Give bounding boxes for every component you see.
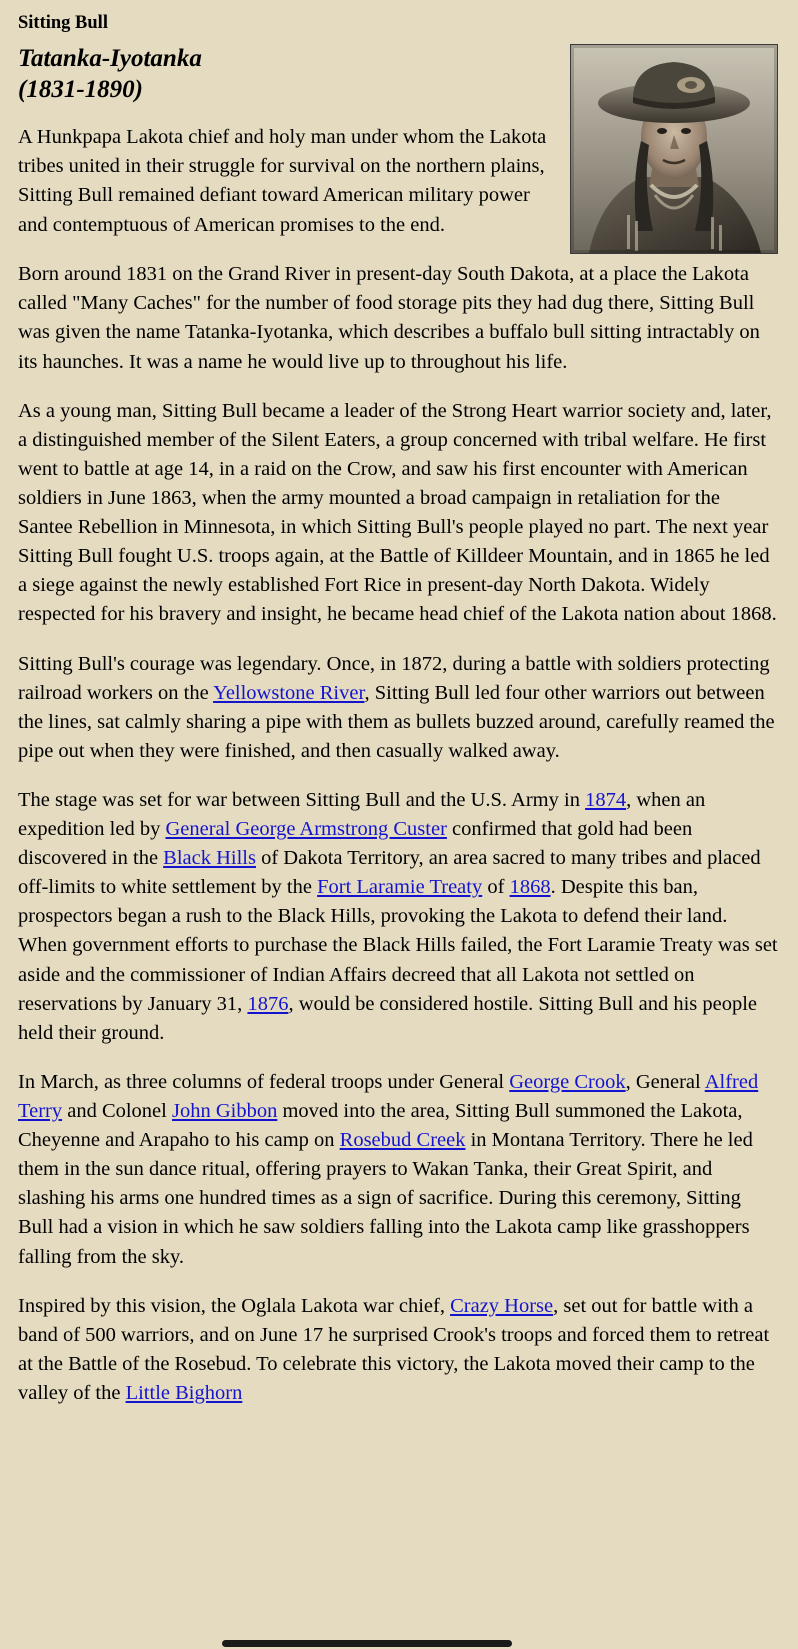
paragraph-birth-text: Born around 1831 on the Grand River in present-day South Dakota, at a place the Lakota called "Many Caches" for the number of food storage pits they had dug there, Sitting Bull was given the name Tatanka-Iyotanka, which describes a buffalo bull sitting intractably on its haunches. It was a name he would live up to throughout his life. [18, 263, 760, 373]
link-crazy-horse[interactable]: Crazy Horse [450, 1294, 554, 1317]
horizontal-scrollbar[interactable] [0, 1635, 798, 1649]
link-george-crook[interactable]: George Crook [509, 1070, 626, 1093]
link-yellowstone-river[interactable]: Yellowstone River [213, 681, 365, 704]
paragraph-march-text-c: and Colonel [62, 1100, 172, 1123]
paragraph-courage-text-a: Sitting Bull's courage was legendary. Once, in 1872, during a battle with soldiers protecting railroad workers on the [18, 652, 770, 704]
paragraph-war-text-f: . Despite this ban, prospectors began a rush to the Black Hills, provoking the Lakota to defend their land. When government efforts to purchase the Black Hills failed, the Fort Laramie Treaty was set aside and the commissioner of Indian Affairs decreed that all Lakota not settled on reservations by January 31, [18, 876, 778, 1015]
link-little-bighorn[interactable]: Little Bighorn [125, 1382, 243, 1405]
paragraph-young-man-text: As a young man, Sitting Bull became a leader of the Strong Heart warrior society and, later, a distinguished member of the Silent Eaters, a group concerned with tribal welfare. He first went to battle at age 14, in a raid on the Crow, and saw his first encounter with American soldiers in June 1863, when the army mounted a broad campaign in retaliation for the Santee Rebellion in Minnesota, in which Sitting Bull's people played no part. The next year Sitting Bull fought U.S. troops again, at the Battle of Killdeer Mountain, and in 1865 he led a siege against the newly established Fort Rice in present-day North Dakota. Widely respected for his bravery and insight, he became head chief of the Lakota nation about 1868. [18, 399, 777, 626]
link-black-hills[interactable]: Black Hills [163, 847, 256, 870]
paragraph-courage [18, 650, 778, 766]
scrollbar-track[interactable] [0, 1638, 798, 1649]
paragraph-young-man [18, 397, 778, 630]
paragraph-march-text-a: In March, as three columns of federal troops under General [18, 1070, 510, 1093]
link-1868[interactable]: 1868 [509, 876, 551, 899]
paragraph-vision [18, 1292, 778, 1408]
paragraph-war-text-a: The stage was set for war between Sitting Bull and the U.S. Army in [18, 788, 586, 811]
paragraph-war-text-c: confirmed that gold had been discovered in the [18, 818, 693, 870]
paragraph-intro-text: A Hunkpapa Lakota chief and holy man under whom the Lakota tribes united in their struggle for survival on the northern plains, Sitting Bull remained defiant toward American military power and contemptuous of American promises to the end. [18, 126, 547, 236]
scrollbar-thumb[interactable] [222, 1640, 512, 1647]
link-general-george-armstrong-custer[interactable]: General George Armstrong Custer [165, 818, 447, 841]
paragraph-war-text-d: of Dakota Territory, an area sacred to many tribes and placed off-limits to white settlement by the [18, 847, 761, 899]
paragraph-war-text-e: of [482, 876, 510, 899]
link-alfred-terry[interactable]: Alfred Terry [18, 1070, 759, 1123]
headline-dates: (1831-1890) [18, 75, 143, 103]
paragraph-courage-text-b: , Sitting Bull led four other warriors out between the lines, sat calmly sharing a pipe with them as bullets buzzed around, carefully reamed the pipe out when they were finished, and then casually walked away. [18, 681, 775, 762]
paragraph-march-text-b: , General [625, 1070, 705, 1093]
headline-name: Tatanka-Iyotanka [18, 45, 202, 73]
paragraph-vision-text-a: Inspired by this vision, the Oglala Lakota war chief, [18, 1294, 451, 1317]
paragraph-vision-text-b: , set out for battle with a band of 500 warriors, and on June 17 he surprised Crook's troops and forced them to retreat at the Battle of the Rosebud. To celebrate this victory, the Lakota moved their camp to the valley of the [18, 1294, 770, 1405]
paragraph-war-text-g: , would be considered hostile. Sitting Bull and his people held their ground. [18, 992, 758, 1044]
paragraph-march-text-d: moved into the area, Sitting Bull summoned the Lakota, Cheyenne and Arapaho to his camp on [18, 1100, 743, 1152]
sitting-bull-portrait-image [570, 44, 778, 254]
link-rosebud-creek[interactable]: Rosebud Creek [339, 1129, 466, 1152]
link-1876[interactable]: 1876 [247, 992, 289, 1015]
link-1874[interactable]: 1874 [585, 788, 627, 811]
paragraph-war-setup [18, 786, 778, 1048]
link-fort-laramie-treaty[interactable]: Fort Laramie Treaty [317, 876, 483, 899]
paragraph-march-text-e: in Montana Territory. There he led them in the sun dance ritual, offering prayers to Wakan Tanka, their Great Spirit, and slashing his arms one hundred times as a sign of sacrifice. During this ceremony, Sitting Bull had a vision in which he saw soldiers falling into the Lakota camp like grasshoppers falling from the sky. [18, 1129, 753, 1268]
link-john-gibbon[interactable]: John Gibbon [171, 1100, 278, 1123]
page-title: Sitting Bull [18, 13, 108, 33]
paragraph-birth [18, 260, 778, 376]
paragraph-war-text-b: , when an expedition led by [18, 788, 706, 841]
paragraph-march-columns [18, 1068, 778, 1272]
